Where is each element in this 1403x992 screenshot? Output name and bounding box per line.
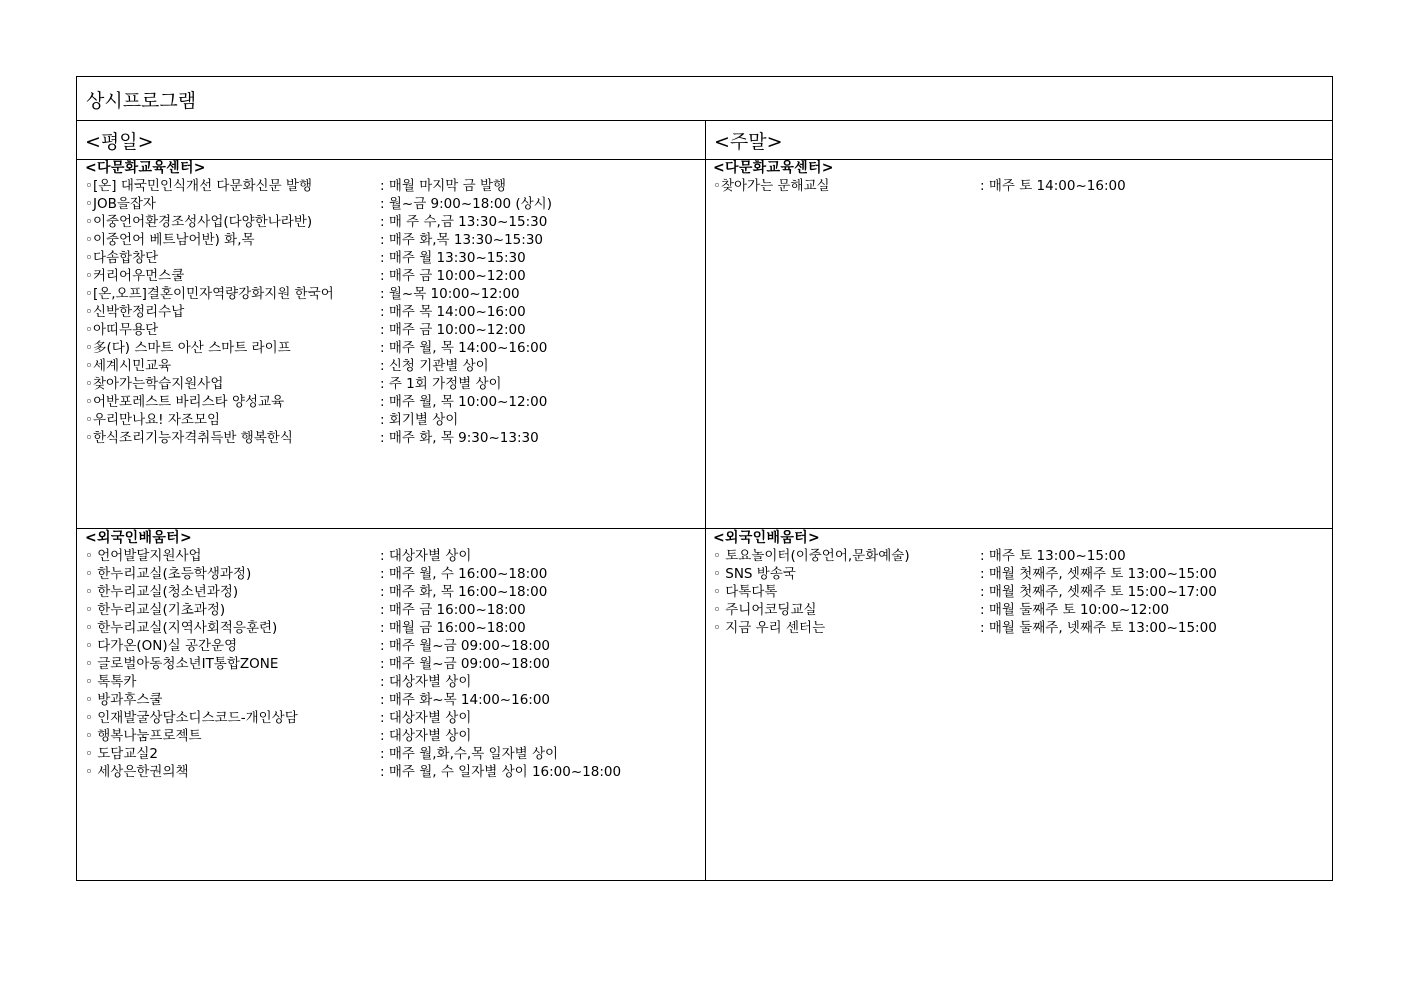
- program-schedule: : 신청 기관별 상이: [380, 358, 489, 374]
- weekend-center-section: [713, 159, 1325, 195]
- program-schedule: : 매주 월~금 09:00~18:00: [380, 638, 551, 654]
- program-name: ◦찾아가는 문해교실: [713, 178, 830, 194]
- program-list: [85, 547, 700, 781]
- program-schedule: : 매월 마지막 금 발행: [380, 178, 507, 194]
- program-name: ◦다솜합창단: [85, 250, 159, 266]
- program-schedule: : 대상자별 상이: [380, 674, 472, 690]
- program-schedule: : 월~금 9:00~18:00 (상시): [380, 196, 552, 212]
- program-name: ◦우리만나요! 자조모임: [85, 412, 221, 428]
- weekday-center-section: [85, 159, 700, 447]
- program-schedule: : 매 주 수,금 13:30~15:30: [380, 214, 548, 230]
- program-name: ◦ 톡톡카: [85, 674, 137, 690]
- program-list: [713, 547, 1325, 637]
- program-schedule: : 매주 월, 목 10:00~12:00: [380, 394, 548, 410]
- program-name: ◦ 다톡다톡: [713, 584, 778, 600]
- program-row: [713, 583, 1325, 601]
- weekend-header: <주말>: [714, 131, 783, 153]
- program-row: [713, 619, 1325, 637]
- program-row: [85, 763, 700, 781]
- program-schedule: : 매주 금 10:00~12:00: [380, 268, 526, 284]
- program-name: ◦多(다) 스마트 아산 스마트 라이프: [85, 340, 291, 356]
- program-row: [713, 177, 1325, 195]
- program-row: [85, 393, 700, 411]
- title-row: [77, 77, 1332, 121]
- program-row: [85, 195, 700, 213]
- program-schedule: : 매주 월, 수 일자별 상이 16:00~18:00: [380, 764, 622, 780]
- page-title: 상시프로그램: [86, 90, 197, 112]
- section-title: <다문화교육센터>: [85, 160, 206, 176]
- program-row: [85, 583, 700, 601]
- program-schedule: : 주 1회 가정별 상이: [380, 376, 502, 392]
- program-name: ◦ 글로벌아동청소년IT통합ZONE: [85, 656, 279, 672]
- program-name: ◦ 세상은한권의책: [85, 764, 189, 780]
- program-schedule: : 매주 월, 수 16:00~18:00: [380, 566, 548, 582]
- program-name: ◦ 한누리교실(지역사회적응훈련): [85, 620, 278, 636]
- program-schedule: : 회기별 상이: [380, 412, 459, 428]
- program-row: [713, 547, 1325, 565]
- program-schedule: : 매주 월, 목 14:00~16:00: [380, 340, 548, 356]
- program-row: [85, 745, 700, 763]
- program-row: [85, 231, 700, 249]
- program-row: [85, 177, 700, 195]
- program-name: ◦ SNS 방송국: [713, 566, 796, 582]
- program-name: ◦한식조리기능자격취득반 행복한식: [85, 430, 293, 446]
- program-row: [85, 655, 700, 673]
- program-name: ◦ 방과후스쿨: [85, 692, 163, 708]
- program-schedule: : 매주 화, 목 16:00~18:00: [380, 584, 548, 600]
- program-row: [85, 411, 700, 429]
- program-name: ◦신박한정리수납: [85, 304, 185, 320]
- program-schedule: : 매월 첫째주, 셋째주 토 13:00~15:00: [980, 566, 1217, 582]
- program-name: ◦[온,오프]결혼이민자역량강화지원 한국어: [85, 286, 334, 302]
- program-row: [85, 691, 700, 709]
- program-schedule: : 월~목 10:00~12:00: [380, 286, 520, 302]
- weekday-header-cell: [77, 121, 705, 159]
- program-name: ◦어반포레스트 바리스타 양성교육: [85, 394, 285, 410]
- program-row: [85, 285, 700, 303]
- weekend-foreign-section: [713, 529, 1325, 637]
- program-row: [85, 249, 700, 267]
- program-row: [85, 357, 700, 375]
- weekend-header-cell: [706, 121, 1332, 159]
- program-name: ◦ 언어발달지원사업: [85, 548, 202, 564]
- weekday-foreign-section: [85, 529, 700, 781]
- program-schedule: : 매월 금 16:00~18:00: [380, 620, 526, 636]
- program-row: [85, 673, 700, 691]
- program-row: [85, 565, 700, 583]
- program-row: [85, 213, 700, 231]
- program-schedule: : 매주 화~목 14:00~16:00: [380, 692, 551, 708]
- program-name: ◦ 토요놀이터(이중언어,문화예술): [713, 548, 910, 564]
- program-name: ◦ 지금 우리 센터는: [713, 620, 826, 636]
- program-row: [85, 267, 700, 285]
- program-row: [85, 601, 700, 619]
- program-row: [85, 619, 700, 637]
- program-row: [85, 727, 700, 745]
- program-schedule: : 매월 첫째주, 셋째주 토 15:00~17:00: [980, 584, 1217, 600]
- program-name: ◦ 다가온(ON)실 공간운영: [85, 638, 238, 654]
- column-divider: [705, 121, 706, 880]
- program-schedule: : 매주 월 13:30~15:30: [380, 250, 526, 266]
- section-title: <외국인배움터>: [85, 530, 193, 546]
- section-title: <외국인배움터>: [713, 530, 821, 546]
- program-name: ◦이중언어 베트남어반) 화,목: [85, 232, 255, 248]
- program-name: ◦찾아가는학습지원사업: [85, 376, 224, 392]
- program-schedule: : 매주 화, 목 9:30~13:30: [380, 430, 539, 446]
- program-name: ◦ 주니어코딩교실: [713, 602, 817, 618]
- program-schedule: : 매주 금 16:00~18:00: [380, 602, 526, 618]
- program-name: ◦ 인재발굴상담소디스코드-개인상담: [85, 710, 298, 726]
- program-schedule: : 매주 금 10:00~12:00: [380, 322, 526, 338]
- program-schedule: : 대상자별 상이: [380, 548, 472, 564]
- program-schedule: : 매주 토 14:00~16:00: [980, 178, 1126, 194]
- program-schedule: : 매주 월~금 09:00~18:00: [380, 656, 551, 672]
- program-name: ◦이중언어환경조성사업(다양한나라반): [85, 214, 313, 230]
- program-name: ◦ 한누리교실(기초과정): [85, 602, 226, 618]
- program-name: ◦ 행복나눔프로젝트: [85, 728, 202, 744]
- program-name: ◦세계시민교육: [85, 358, 172, 374]
- program-list: [713, 177, 1325, 195]
- program-name: ◦JOB을잡자: [85, 196, 156, 212]
- program-name: ◦ 한누리교실(청소년과정): [85, 584, 239, 600]
- program-table: [76, 76, 1333, 881]
- program-schedule: : 대상자별 상이: [380, 728, 472, 744]
- program-name: ◦ 한누리교실(초등학생과정): [85, 566, 252, 582]
- program-row: [85, 303, 700, 321]
- program-schedule: : 매월 둘째주 토 10:00~12:00: [980, 602, 1170, 618]
- program-schedule: : 대상자별 상이: [380, 710, 472, 726]
- weekday-header: <평일>: [85, 131, 154, 153]
- program-schedule: : 매주 화,목 13:30~15:30: [380, 232, 543, 248]
- program-schedule: : 매주 월,화,수,목 일자별 상이: [380, 746, 559, 762]
- section-title: <다문화교육센터>: [713, 160, 834, 176]
- program-schedule: : 매주 목 14:00~16:00: [380, 304, 526, 320]
- program-name: ◦아띠무용단: [85, 322, 159, 338]
- program-row: [85, 321, 700, 339]
- program-row: [85, 637, 700, 655]
- program-row: [713, 601, 1325, 619]
- program-row: [85, 429, 700, 447]
- program-row: [85, 339, 700, 357]
- program-schedule: : 매주 토 13:00~15:00: [980, 548, 1126, 564]
- program-schedule: : 매월 둘째주, 넷째주 토 13:00~15:00: [980, 620, 1217, 636]
- program-name: ◦ 도담교실2: [85, 746, 159, 762]
- program-row: [85, 709, 700, 727]
- program-list: [85, 177, 700, 447]
- program-row: [85, 547, 700, 565]
- program-row: [713, 565, 1325, 583]
- program-name: ◦커리어우먼스쿨: [85, 268, 185, 284]
- program-row: [85, 375, 700, 393]
- program-name: ◦[온] 대국민인식개선 다문화신문 발행: [85, 178, 312, 194]
